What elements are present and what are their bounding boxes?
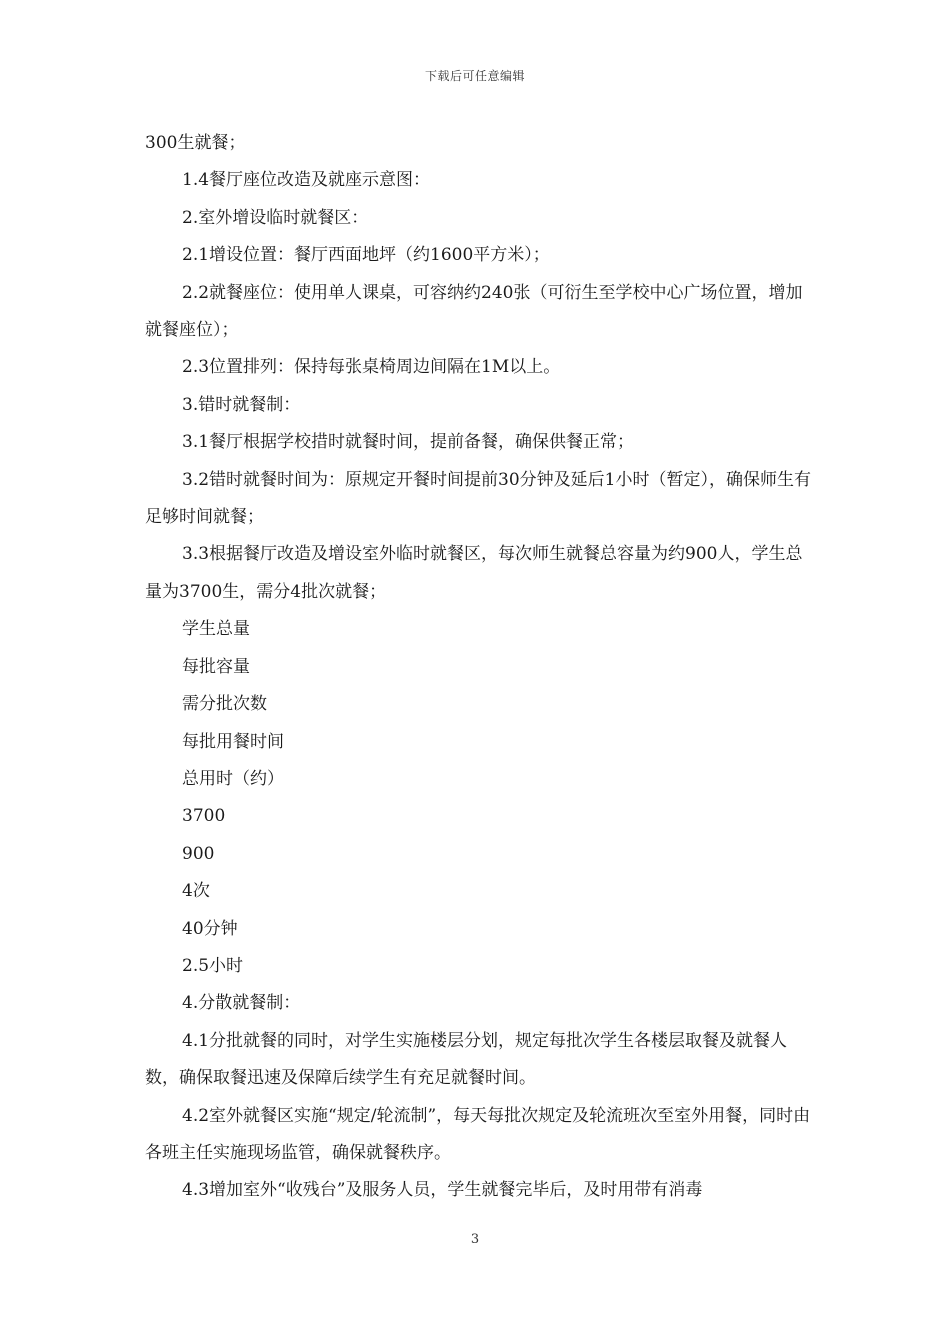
page-number: 3 [470,1232,480,1247]
paragraph: 3.3根据餐厅改造及增设室外临时就餐区，每次师生就餐总容量为约900人，学生总量为3700生，需分4批次就餐； [145,544,803,602]
table-cell-value: 4次 [182,881,210,902]
paragraph: 1.4餐厅座位改造及就座示意图： [182,170,431,191]
paragraph: 300生就餐； [145,133,246,153]
document-body [145,125,817,1210]
paragraph: 4.2室外就餐区实施“规定/轮流制”，每天每批次规定及轮流班次至室外用餐，同时由各班主任实施现场监管，确保就餐秩序。 [145,1105,811,1163]
paragraph: 2.2就餐座位：使用单人课桌，可容纳约240张（可衍生至学校中心广场位置，增加就餐座位）； [145,282,803,341]
paragraph: 4.1分批就餐的同时，对学生实施楼层分划，规定每批次学生各楼层取餐及就餐人数，确保取餐迅速及保障后续学生有充足就餐时间。 [145,1030,788,1089]
section-heading: 3.错时就餐制： [182,394,301,415]
table-cell-value: 3700 [182,806,226,827]
table-cell-label: 学生总量 [182,619,250,640]
table-cell-value: 900 [182,843,215,864]
section-heading: 4.分散就餐制： [182,993,301,1014]
page-header: 下载后可任意编辑 [424,69,525,83]
table-cell-value: 2.5小时 [182,955,244,976]
table-cell-label: 每批容量 [182,656,250,677]
paragraph: 2.3位置排列：保持每张桌椅周边间隔在1M以上。 [182,357,561,378]
paragraph: 3.1餐厅根据学校措时就餐时间，提前备餐，确保供餐正常； [182,432,635,453]
table-cell-label: 每批用餐时间 [182,731,284,752]
table-cell-label: 需分批次数 [182,694,267,715]
paragraph: 4.3增加室外“收残台”及服务人员，学生就餐完毕后，及时用带有消毒 [182,1180,703,1201]
table-cell-value: 40分钟 [182,918,238,939]
paragraph: 2.1增设位置：餐厅西面地坪（约1600平方米）； [182,245,550,266]
paragraph: 3.2错时就餐时间为：原规定开餐时间提前30分钟及延后1小时（暂定），确保师生有足够时间就餐； [145,469,811,528]
section-heading: 2.室外增设临时就餐区： [182,207,369,228]
table-cell-label: 总用时（约） [182,768,284,789]
